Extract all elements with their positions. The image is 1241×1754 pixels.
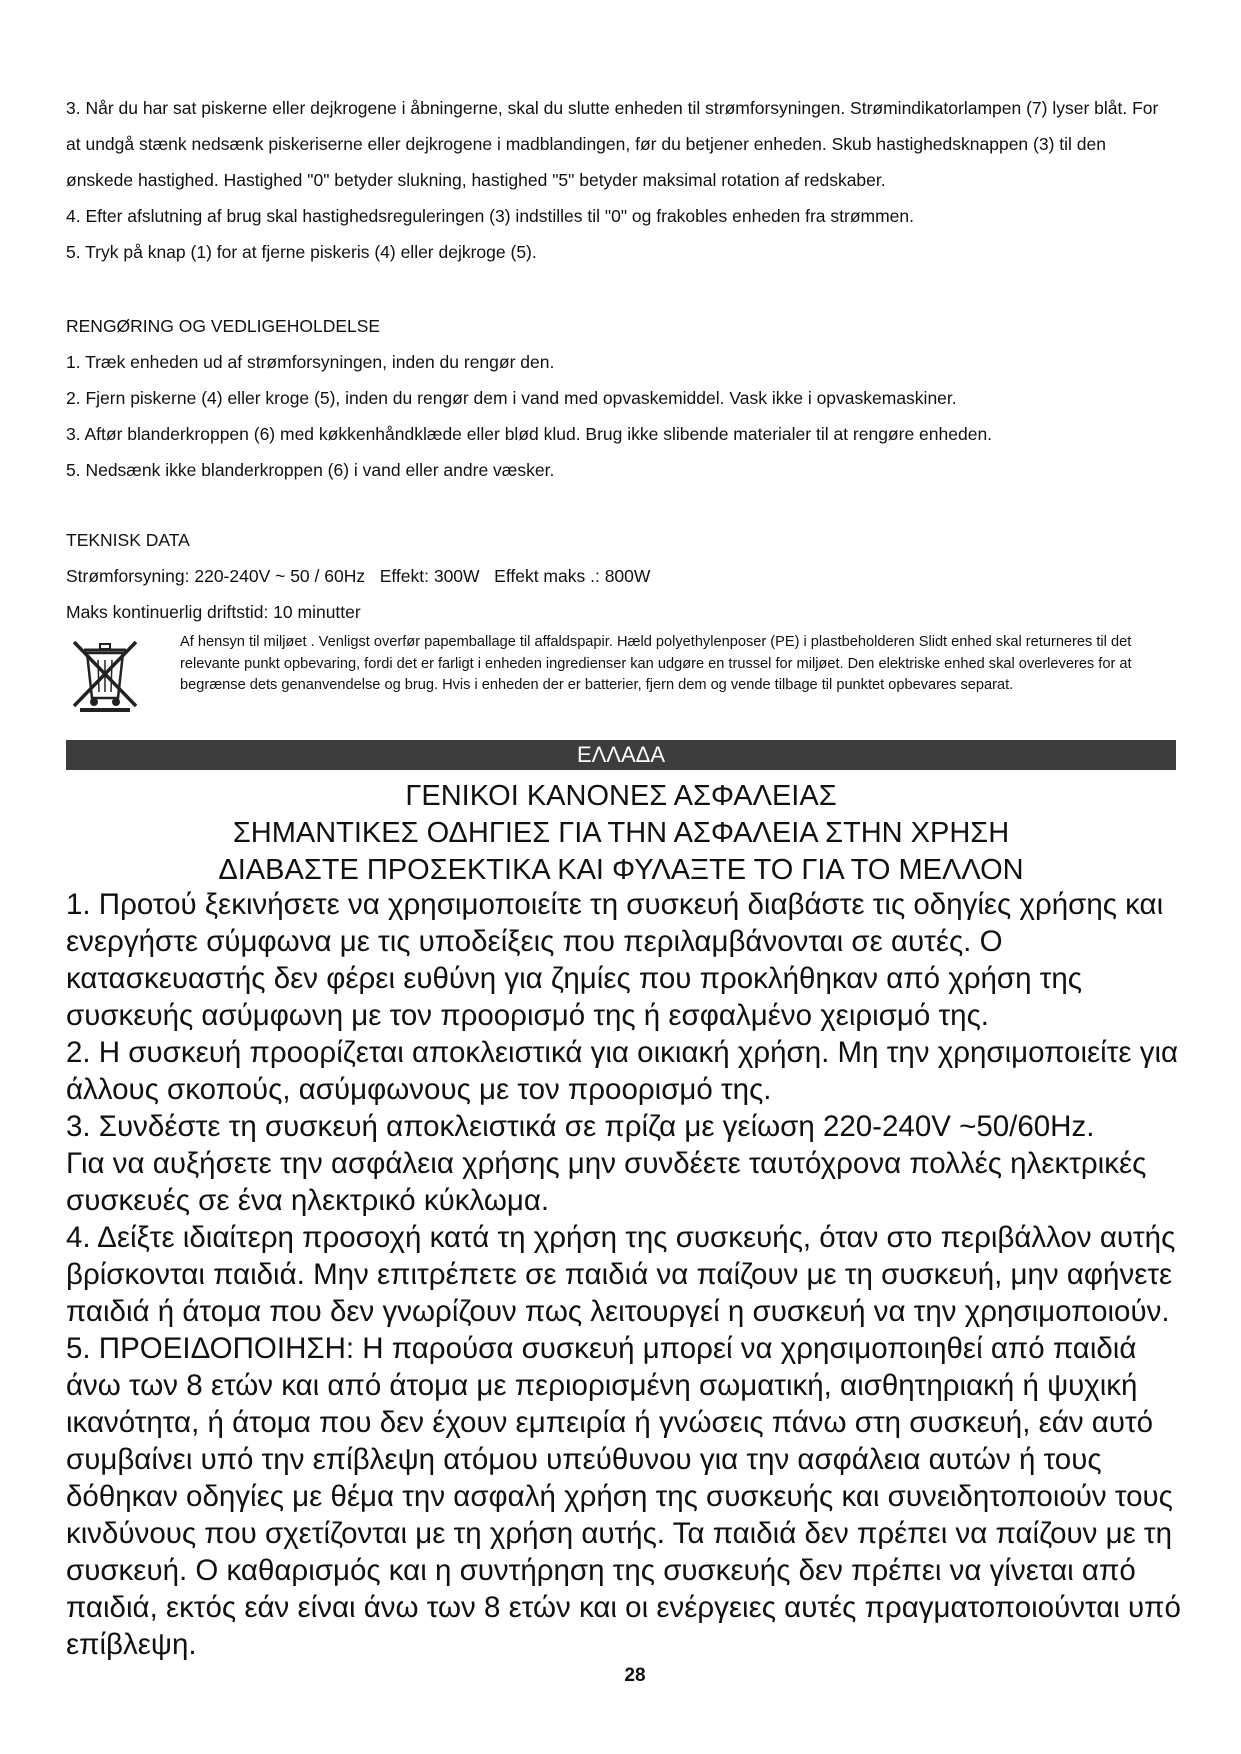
page-number: 28 (624, 1665, 646, 1686)
title-line-2: ΣΗΜΑΝΤΙΚΕΣ ΟΔΗΓΙΕΣ ΓΙΑ ΤΗΝ ΑΣΦΑΛΕΙΑ ΣΤΗΝ ΧΡΗΣΗ (232, 817, 1010, 849)
safety-paragraph: 3. Συνδέστε τη συσκευή αποκλειστικά σε πρίζα με γείωση 220-240V ~50/60Hz. (66, 1110, 1095, 1143)
greek-title (66, 778, 1176, 889)
greek-safety-instructions (66, 886, 1186, 1663)
title-line-3: ΔΙΑΒΑΣΤΕ ΠΡΟΣΕΚΤΙΚΑ ΚΑΙ ΦΥΛΑΞΤΕ ΤΟ ΓΙΑ ΤΟ ΜΕΛΛΟΝ (218, 854, 1024, 886)
environment-text: Af hensyn til miljøet . Venligst overfør papemballage til affaldspapir. Hæld polyethylenposer (PE) i plastbeholderen Slidt enhed skal returneres til det relevante punkt opbevaring, fordi det er farligt i enheden ingredienser kan udgøre en trussel for miljøet. Den elektriske enhed skal overleveres for at begrænse dets genanvendelse og brug. Hvis i enheden der er batterier, fjern dem og vende tilbage til punktet opbevares separat. (180, 634, 1132, 693)
tech-data-heading: TEKNISK DATA (66, 530, 190, 550)
safety-paragraph: 1. Προτού ξεκινήσετε να χρησιμοποιείτε τη συσκευή διαβάστε τις οδηγίες χρήσης και ενεργήστε σύμφωνα με τις υποδείξεις που περιλαμβάνονται σε αυτές. Ο κατασκευαστής δεν φέρει ευθύνη για ζημίες που προκλήθηκαν από χρήση της συσκευής ασύμφωνη με τον προορισμό της ή εσφαλμένο χειρισμό της. (66, 888, 1164, 1032)
title-line-1: ΓΕΝΙΚΟΙ ΚΑΝΟΝΕΣ ΑΣΦΑΛΕΙΑΣ (405, 780, 837, 812)
environment-notice (66, 632, 1176, 720)
cleaning-step: 5. Nedsænk ikke blanderkroppen (6) i vand eller andre væsker. (66, 460, 555, 480)
usage-step-4: 4. Efter afslutning af brug skal hastighedsreguleringen (3) indstilles til "0" og frakobles enheden fra strømmen. (66, 206, 915, 226)
tech-data-power: Strømforsyning: 220-240V ~ 50 / 60Hz Effekt: 300W Effekt maks .: 800W (66, 566, 651, 586)
cleaning-step: 2. Fjern piskerne (4) eller kroge (5), inden du rengør dem i vand med opvaskemiddel. Vask ikke i opvaskemaskiner. (66, 388, 957, 408)
cleaning-step: 3. Aftør blanderkroppen (6) med køkkenhåndklæde eller blød klud. Brug ikke slibende materialer til at rengøre enheden. (66, 424, 993, 444)
greek-section-bar: ΕΛΛΑΔΑ (66, 740, 1176, 770)
usage-step-5: 5. Tryk på knap (1) for at fjerne piskeris (4) eller dejkroge (5). (66, 242, 537, 262)
safety-paragraph: Για να αυξήσετε την ασφάλεια χρήσης μην συνδέετε ταυτόχρονα πολλές ηλεκτρικές συσκευές σε ένα ηλεκτρικό κύκλωμα. (66, 1147, 1147, 1217)
safety-paragraph: 5. ΠΡΟΕΙΔΟΠΟΙΗΣΗ: Η παρούσα συσκευή μπορεί να χρησιμοποιηθεί από παιδιά άνω των 8 ετών και από άτομα με περιορισμένη σωματική, αισθητηριακή ή ψυχική ικανότητα, ή άτομα που δεν έχουν εμπειρία ή γνώσεις πάνω στη συσκευή, εάν αυτό συμβαίνει υπό την επίβλεψη ατόμου υπεύθυνου για την ασφάλεια αυτών ή τους δόθηκαν οδηγίες με θέμα την ασφαλή χρήση της συσκευής και συνειδητοποιούν τους κινδύνους που σχετίζονται με τη χρήση αυτής. Τα παιδιά δεν πρέπει να παίζουν με τη συσκευή. Ο καθαρισμός και η συντήρηση της συσκευής δεν πρέπει να γίνεται από παιδιά, εκτός εάν είναι άνω των 8 ετών και οι ενέργειες αυτές πραγματοποιούνται υπό επίβλεψη. (66, 1332, 1181, 1661)
crossed-out-wheelie-bin-icon (70, 636, 140, 712)
tech-data-runtime: Maks kontinuerlig driftstid: 10 minutter (66, 602, 361, 622)
usage-step-3: 3. Når du har sat piskerne eller dejkrogene i åbningerne, skal du slutte enheden til strømforsyningen. Strømindikatorlampen (7) lyser blåt. For at undgå stænk nedsænk piskeriserne eller dejkrogene i madblandingen, før du betjener enheden. Skub hastighedsknappen (3) til den ønskede hastighed. Hastighed "0" betyder slukning, hastighed "5" betyder maksimal rotation af redskaber. (66, 98, 1159, 190)
cleaning-heading: RENGØRING OG VEDLIGEHOLDELSE (66, 316, 381, 336)
safety-paragraph: 4. Δείξτε ιδιαίτερη προσοχή κατά τη χρήση της συσκευής, όταν στο περιβάλλον αυτής βρίσκονται παιδιά. Μην επιτρέπετε σε παιδιά να παίζουν με τη συσκευή, μην αφήνετε παιδιά ή άτομα που δεν γνωρίζουν πως λειτουργεί η συσκευή να την χρησιμοποιούν. (66, 1221, 1176, 1328)
cleaning-step: 1. Træk enheden ud af strømforsyningen, inden du rengør den. (66, 352, 555, 372)
danish-section (66, 90, 1176, 720)
safety-paragraph: 2. Η συσκευή προορίζεται αποκλειστικά για οικιακή χρήση. Μη την χρησιμοποιείτε για άλλους σκοπούς, ασύμφωνους με τον προορισμό της. (66, 1036, 1179, 1106)
